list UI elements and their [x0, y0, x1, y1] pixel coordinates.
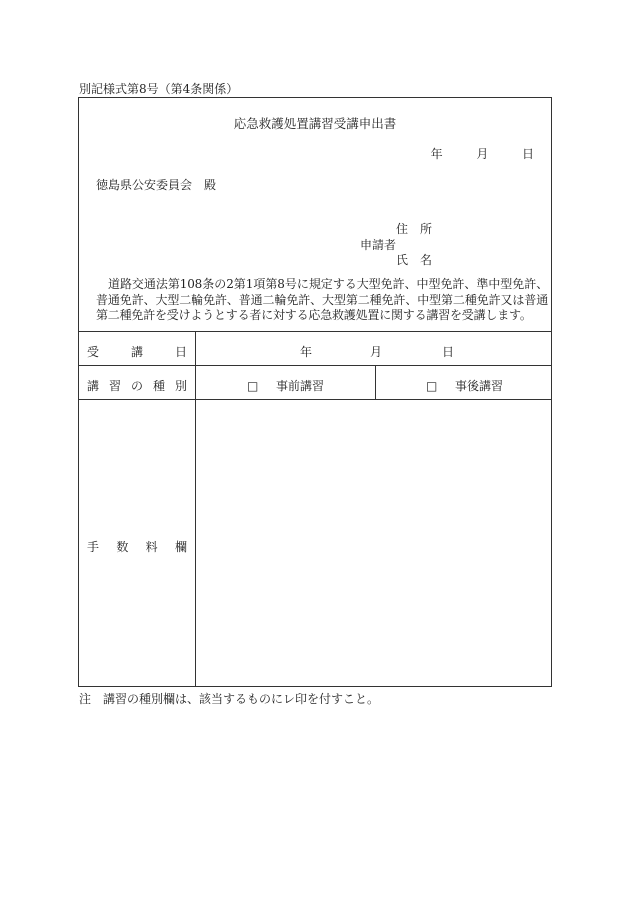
checkbox-icon[interactable]: □	[425, 379, 438, 393]
application-form	[78, 97, 552, 687]
label-char: 講	[87, 379, 100, 393]
course-type-label	[79, 377, 195, 394]
checkbox-icon[interactable]: □	[246, 379, 259, 393]
fee-label	[79, 538, 195, 555]
option-pre-course[interactable]	[196, 377, 375, 394]
fee-stamp-area[interactable]	[196, 400, 551, 686]
option-label: 事前講習	[275, 379, 324, 393]
option-label: 事後講習	[454, 379, 503, 393]
label-char: 数	[116, 540, 129, 554]
attend-month-label: 月	[370, 345, 383, 359]
day-label: 日	[521, 147, 534, 161]
label-char: 手	[87, 540, 100, 554]
submission-date	[431, 145, 534, 162]
row-divider-1	[79, 365, 551, 366]
table-top-border	[79, 331, 551, 332]
label-char: 料	[145, 540, 158, 554]
label-char: 欄	[174, 540, 187, 554]
addressee: 徳島県公安委員会 殿	[96, 178, 217, 192]
footnote: 注 講習の種別欄は、該当するものにレ印を付すこと。	[79, 692, 380, 706]
month-label: 月	[476, 147, 489, 161]
name-label: 氏 名	[396, 253, 433, 267]
option-post-course[interactable]	[376, 377, 553, 394]
attend-date-label	[79, 343, 195, 360]
declaration-text: 道路交通法第108条の2第1項第8号に規定する大型免許、中型免許、準中型免許、普通免許、大型二輪免許、普通二輪免許、大型第二種免許、中型第二種免許又は普通第二種免許を受けようとする者に対する応急救護処置に関する講習を受講します。	[96, 277, 548, 322]
address-label: 住 所	[396, 222, 433, 236]
label-char: 習	[108, 379, 121, 393]
applicant-label: 申請者	[360, 238, 397, 252]
label-char: 受	[87, 345, 100, 359]
label-char: 別	[174, 379, 187, 393]
form-title: 応急救護処置講習受講申出書	[233, 116, 397, 131]
label-char: 講	[130, 345, 143, 359]
attend-day-label: 日	[442, 345, 455, 359]
form-number: 別記様式第8号（第4条関係）	[79, 82, 239, 96]
year-label: 年	[430, 147, 443, 161]
label-char: 日	[174, 345, 187, 359]
label-char: 種	[152, 379, 165, 393]
label-char: の	[130, 379, 143, 393]
attend-year-label: 年	[300, 345, 313, 359]
